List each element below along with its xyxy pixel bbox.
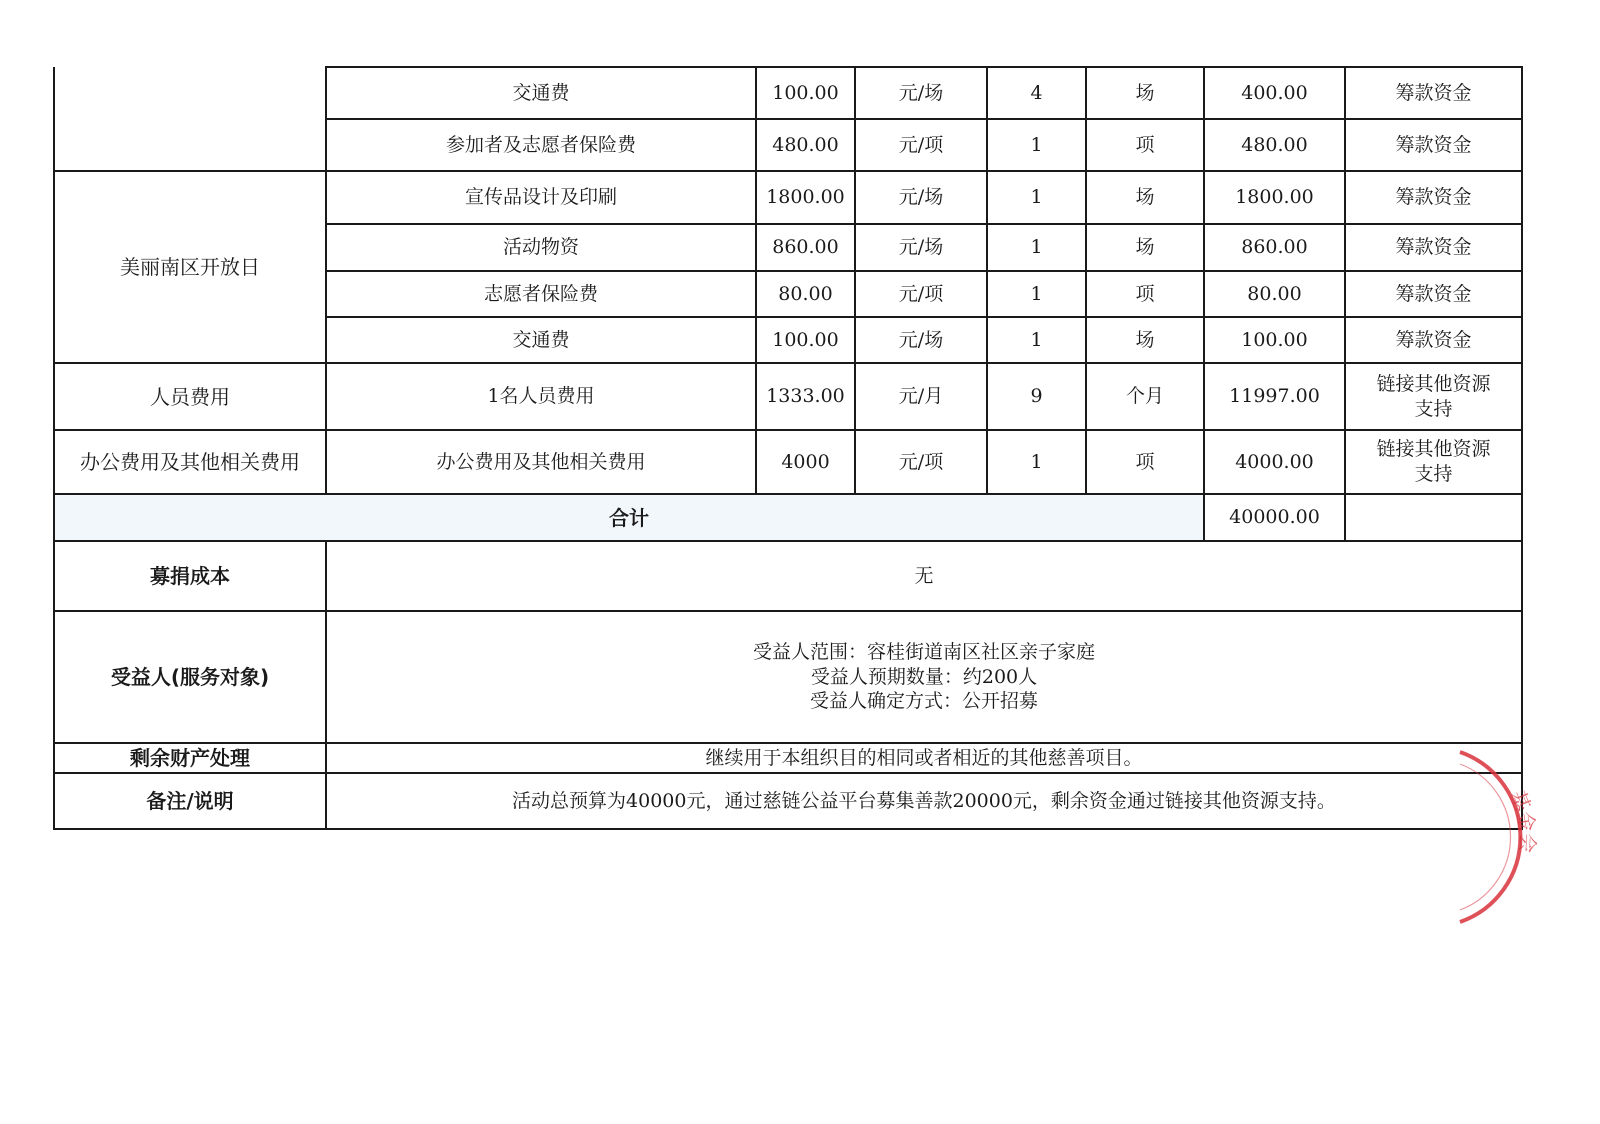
quantity-cell: 1 bbox=[987, 224, 1086, 271]
fund-source-cell bbox=[1345, 363, 1522, 430]
category-cell-continued bbox=[54, 67, 326, 171]
fund-source-line: 链接其他资源 bbox=[1376, 372, 1491, 395]
fund-source-cell: 筹款资金 bbox=[1345, 224, 1522, 271]
total-note bbox=[1345, 494, 1522, 541]
fundraising-cost-value: 无 bbox=[326, 541, 1522, 611]
unit-price-cell: 860.00 bbox=[756, 224, 855, 271]
seal-text: 基金会 bbox=[1505, 787, 1540, 854]
quantity-cell: 1 bbox=[987, 430, 1086, 494]
quantity-cell: 4 bbox=[987, 67, 1086, 119]
amount-cell: 11997.00 bbox=[1204, 363, 1345, 430]
amount-cell: 100.00 bbox=[1204, 317, 1345, 363]
table-row bbox=[54, 430, 1522, 494]
remarks-row bbox=[54, 773, 1522, 829]
item-cell: 活动物资 bbox=[326, 224, 756, 271]
beneficiaries-row bbox=[54, 611, 1522, 743]
beneficiary-count: 受益人预期数量：约200人 bbox=[810, 665, 1038, 688]
beneficiaries-value bbox=[326, 611, 1522, 743]
surplus-value: 继续用于本组织目的相同或者相近的其他慈善项目。 bbox=[326, 743, 1522, 773]
total-label: 合计 bbox=[54, 494, 1204, 541]
quantity-unit-cell: 项 bbox=[1086, 271, 1204, 317]
amount-cell: 860.00 bbox=[1204, 224, 1345, 271]
unit-price-cell: 1800.00 bbox=[756, 171, 855, 224]
unit-cell: 元/场 bbox=[855, 317, 987, 363]
quantity-unit-cell: 项 bbox=[1086, 430, 1204, 494]
quantity-cell: 1 bbox=[987, 119, 1086, 171]
beneficiary-scope: 受益人范围：容桂街道南区社区亲子家庭 bbox=[752, 640, 1095, 663]
item-cell: 宣传品设计及印刷 bbox=[326, 171, 756, 224]
item-cell: 交通费 bbox=[326, 67, 756, 119]
table-row bbox=[54, 67, 1522, 119]
amount-cell: 480.00 bbox=[1204, 119, 1345, 171]
fund-source-line: 链接其他资源 bbox=[1376, 438, 1491, 461]
fundraising-cost-label: 募捐成本 bbox=[54, 541, 326, 611]
amount-cell: 400.00 bbox=[1204, 67, 1345, 119]
fund-source-line: 支持 bbox=[1414, 463, 1453, 485]
beneficiaries-label: 受益人(服务对象) bbox=[54, 611, 326, 743]
unit-cell: 元/项 bbox=[855, 430, 987, 494]
category-cell-office: 办公费用及其他相关费用 bbox=[54, 430, 326, 494]
unit-cell: 元/项 bbox=[855, 271, 987, 317]
quantity-cell: 9 bbox=[987, 363, 1086, 430]
fund-source-cell: 筹款资金 bbox=[1345, 317, 1522, 363]
category-cell-open-day: 美丽南区开放日 bbox=[54, 171, 326, 363]
unit-price-cell: 100.00 bbox=[756, 317, 855, 363]
quantity-cell: 1 bbox=[987, 317, 1086, 363]
remarks-value: 活动总预算为40000元，通过慈链公益平台募集善款20000元，剩余资金通过链接其他资源支持。 bbox=[326, 773, 1522, 829]
amount-cell: 80.00 bbox=[1204, 271, 1345, 317]
quantity-unit-cell: 场 bbox=[1086, 224, 1204, 271]
beneficiary-method: 受益人确定方式：公开招募 bbox=[809, 690, 1038, 713]
fund-source-line: 支持 bbox=[1414, 397, 1453, 420]
total-row bbox=[54, 494, 1522, 541]
unit-cell: 元/场 bbox=[855, 171, 987, 224]
category-cell-staff: 人员费用 bbox=[54, 363, 326, 430]
unit-price-cell: 80.00 bbox=[756, 271, 855, 317]
unit-price-cell: 480.00 bbox=[756, 119, 855, 171]
budget-table bbox=[53, 66, 1523, 830]
quantity-unit-cell: 场 bbox=[1086, 317, 1204, 363]
remarks-label: 备注/说明 bbox=[54, 773, 326, 829]
quantity-unit-cell: 场 bbox=[1086, 67, 1204, 119]
item-cell: 参加者及志愿者保险费 bbox=[326, 119, 756, 171]
amount-cell: 4000.00 bbox=[1204, 430, 1345, 494]
fund-source-cell: 筹款资金 bbox=[1345, 67, 1522, 119]
item-cell: 交通费 bbox=[326, 317, 756, 363]
fund-source-cell: 筹款资金 bbox=[1345, 171, 1522, 224]
unit-price-cell: 1333.00 bbox=[756, 363, 855, 430]
quantity-cell: 1 bbox=[987, 171, 1086, 224]
fund-source-cell: 筹款资金 bbox=[1345, 271, 1522, 317]
total-amount: 40000.00 bbox=[1204, 494, 1345, 541]
amount-cell: 1800.00 bbox=[1204, 171, 1345, 224]
unit-cell: 元/场 bbox=[855, 67, 987, 119]
unit-cell: 元/项 bbox=[855, 119, 987, 171]
quantity-unit-cell: 项 bbox=[1086, 119, 1204, 171]
item-cell: 办公费用及其他相关费用 bbox=[326, 430, 756, 494]
fund-source-cell bbox=[1345, 430, 1522, 494]
unit-price-cell: 4000 bbox=[756, 430, 855, 494]
surplus-label: 剩余财产处理 bbox=[54, 743, 326, 773]
surplus-row bbox=[54, 743, 1522, 773]
quantity-unit-cell: 场 bbox=[1086, 171, 1204, 224]
unit-cell: 元/月 bbox=[855, 363, 987, 430]
fund-source-cell: 筹款资金 bbox=[1345, 119, 1522, 171]
fundraising-cost-row bbox=[54, 541, 1522, 611]
table-row bbox=[54, 171, 1522, 224]
unit-price-cell: 100.00 bbox=[756, 67, 855, 119]
unit-cell: 元/场 bbox=[855, 224, 987, 271]
quantity-cell: 1 bbox=[987, 271, 1086, 317]
table-row bbox=[54, 363, 1522, 430]
quantity-unit-cell: 个月 bbox=[1086, 363, 1204, 430]
item-cell: 志愿者保险费 bbox=[326, 271, 756, 317]
item-cell: 1名人员费用 bbox=[326, 363, 756, 430]
